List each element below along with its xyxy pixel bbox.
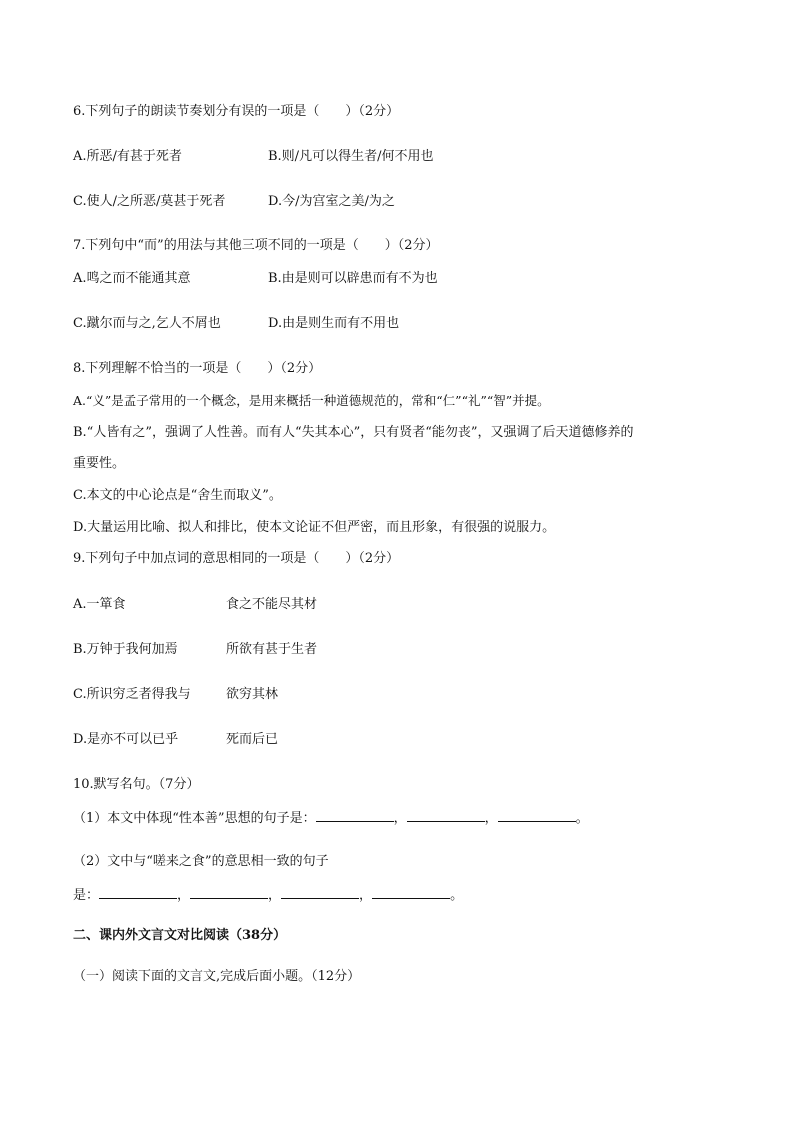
answer-blank[interactable] bbox=[407, 808, 485, 822]
q10-stem: 10.默写名句。（7分） bbox=[73, 777, 200, 792]
q8-option-d: D.大量运用比喻、拟人和排比，使本文论证不但严密，而且形象，有很强的说服力。 bbox=[73, 520, 556, 535]
section-2-title: 二、课内外文言文对比阅读（38分） bbox=[73, 928, 287, 943]
answer-blank[interactable] bbox=[372, 885, 450, 899]
answer-blank[interactable] bbox=[190, 885, 268, 899]
comma: ， bbox=[177, 888, 191, 903]
q9-option-b-left: B.万钟于我何加焉 bbox=[73, 642, 178, 657]
q9-stem: 9.下列句子中加点词的意思相同的一项是（ ）（2分） bbox=[73, 551, 400, 566]
q6-option-c: C.使人/之所恶/莫甚于死者 bbox=[73, 194, 226, 209]
q7-option-b: B.由是则可以辟患而有不为也 bbox=[268, 271, 438, 286]
q9-option-c-right: 欲穷其林 bbox=[226, 687, 279, 702]
q7-option-d: D.由是则生而有不用也 bbox=[268, 316, 400, 331]
q8-option-b-line1: B.“人皆有之”，强调了人性善。而有人“失其本心”，只有贤者“能勿丧”，又强调了后天道德修养的 bbox=[73, 425, 634, 440]
answer-blank[interactable] bbox=[498, 808, 576, 822]
comma: ， bbox=[393, 811, 407, 826]
q7-stem: 7.下列句中“而”的用法与其他三项不同的一项是（ ）（2分） bbox=[73, 238, 439, 253]
q9-option-d-left: D.是亦不可以已乎 bbox=[73, 732, 179, 747]
q8-option-a: A.“义”是孟子常用的一个概念，是用来概括一种道德规范的，常和“仁”“礼”“智”并提。 bbox=[73, 393, 550, 408]
answer-blank[interactable] bbox=[281, 885, 359, 899]
q10-part2: （2）文中与“嗟来之食”的意思相一致的句子 bbox=[73, 854, 329, 869]
section-2-subtitle: （一）阅读下面的文言文,完成后面小题。（12分） bbox=[73, 969, 361, 984]
q6-stem: 6.下列句子的朗读节奏划分有误的一项是（ ）（2分） bbox=[73, 104, 400, 119]
q6-option-d: D.今/为宫室之美/为之 bbox=[268, 194, 395, 209]
q6-option-a: A.所恶/有甚于死者 bbox=[73, 149, 182, 164]
comma: ， bbox=[268, 888, 282, 903]
q9-option-c-left: C.所识穷乏者得我与 bbox=[73, 687, 191, 702]
q7-option-a: A.鸣之而不能通其意 bbox=[73, 271, 191, 286]
q9-option-d-right: 死而后已 bbox=[226, 732, 279, 747]
q8-option-b-line2: 重要性。 bbox=[73, 456, 126, 471]
answer-blank[interactable] bbox=[99, 885, 177, 899]
q8-option-c: C.本文的中心论点是“舍生而取义”。 bbox=[73, 488, 282, 503]
q6-option-b: B.则/凡可以得生者/何不用也 bbox=[268, 149, 434, 164]
answer-blank[interactable] bbox=[316, 808, 394, 822]
q7-option-c: C.蹴尔而与之,乞人不屑也 bbox=[73, 316, 221, 331]
comma: ， bbox=[359, 888, 373, 903]
q10-part2-answer bbox=[73, 885, 463, 905]
q9-option-a-right: 食之不能尽其材 bbox=[226, 597, 318, 612]
q10-part1 bbox=[73, 808, 589, 828]
q10-part1-prompt: （1）本文中体现“性本善”思想的句子是： bbox=[73, 811, 316, 826]
q8-stem: 8.下列理解不恰当的一项是（ ）（2分） bbox=[73, 361, 322, 376]
period: 。 bbox=[450, 888, 464, 903]
comma: ， bbox=[484, 811, 498, 826]
q9-option-b-right: 所欲有甚于生者 bbox=[226, 642, 318, 657]
period: 。 bbox=[575, 811, 589, 826]
q10-part2-prefix: 是： bbox=[73, 888, 100, 903]
q9-option-a-left: A.一箪食 bbox=[73, 597, 126, 612]
